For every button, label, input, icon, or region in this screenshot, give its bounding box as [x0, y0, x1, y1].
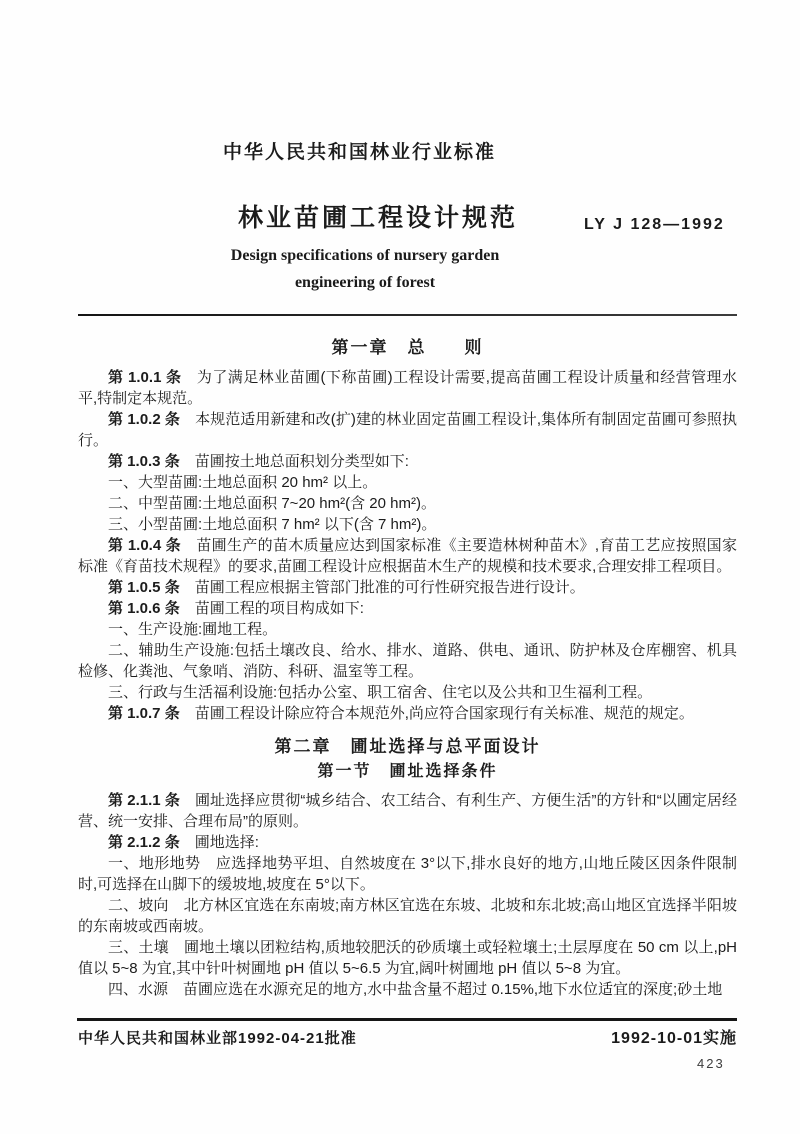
english-title-line1: Design specifications of nursery garden [230, 247, 500, 264]
site-item-slope-aspect [78, 895, 737, 937]
clause-label: 第 1.0.7 条 [108, 705, 180, 722]
clause-text: 一、地形地势 应选择地势平坦、自然坡度在 3°以下,排水良好的地方,山地丘陵区因条件限制时,可选择在山脚下的缓坡地,坡度在 5°以下。 [78, 855, 737, 893]
standard-label: 中华人民共和国林业行业标准 [223, 142, 497, 163]
clause-text: 二、中型苗圃:土地总面积 7~20 hm²(含 20 hm²)。 [108, 495, 436, 512]
standard-code: LY J 128—1992 [584, 216, 725, 233]
chapter-2-heading: 第二章 圃址选择与总平面设计 [274, 737, 541, 756]
project-item-auxiliary [78, 640, 737, 682]
implementation-text: 1992-10-01实施 [611, 1030, 737, 1047]
english-title-line2: engineering of forest [294, 274, 436, 291]
clause-text: 本规范适用新建和改(扩)建的林业固定苗圃工程设计,集体所有制固定苗圃可参照执行。 [78, 411, 737, 449]
clause-label: 第 1.0.2 条 [108, 411, 180, 428]
clause-text: 二、辅助生产设施:包括土壤改良、给水、排水、道路、供电、通讯、防护林及仓库棚窖、机具检修、化粪池、气象哨、消防、科研、温室等工程。 [78, 642, 737, 680]
clause-2-1-2 [78, 832, 737, 853]
clause-text: 三、行政与生活福利设施:包括办公室、职工宿舍、住宅以及公共和卫生福利工程。 [108, 684, 653, 701]
clause-1-0-2 [78, 409, 737, 451]
clause-text: 圃址选择应贯彻“城乡结合、农工结合、有利生产、方便生活”的方针和“以圃定居经营、统一安排、合理布局”的原则。 [78, 792, 737, 830]
type-item-small [78, 514, 737, 535]
clause-label: 第 1.0.4 条 [108, 537, 182, 554]
clause-1-0-4 [78, 535, 737, 577]
footer-divider [77, 1018, 737, 1021]
clause-text: 一、大型苗圃:土地总面积 20 hm² 以上。 [108, 474, 378, 491]
clause-label: 第 2.1.2 条 [108, 834, 180, 851]
clause-1-0-5 [78, 577, 737, 598]
clause-text: 苗圃工程的项目构成如下: [179, 600, 364, 617]
clause-text: 为了满足林业苗圃(下称苗圃)工程设计需要,提高苗圃工程设计质量和经营管理水平,特制定本规范。 [78, 369, 737, 407]
document-title: 林业苗圃工程设计规范 [238, 204, 519, 232]
type-item-large [78, 472, 737, 493]
site-item-terrain [78, 853, 737, 895]
site-item-soil [78, 937, 737, 979]
clause-label: 第 1.0.6 条 [108, 600, 180, 617]
header-divider [78, 314, 737, 316]
clause-1-0-3 [78, 451, 737, 472]
clause-label: 第 1.0.5 条 [108, 579, 180, 596]
clause-text: 四、水源 苗圃应选在水源充足的地方,水中盐含量不超过 0.15%,地下水位适宜的深度;砂土地 [108, 981, 723, 998]
approval-text: 中华人民共和国林业部1992-04-21批准 [78, 1030, 357, 1047]
page-number: 423 [697, 1056, 725, 1071]
section-2-1-heading: 第一节 圃址选择条件 [317, 763, 498, 780]
clause-1-0-7 [78, 703, 737, 724]
clause-text: 三、小型苗圃:土地总面积 7 hm² 以下(含 7 hm²)。 [108, 516, 437, 533]
clause-text: 苗圃按土地总面积划分类型如下: [179, 453, 409, 470]
clause-text: 二、坡向 北方林区宜选在东南坡;南方林区宜选在东坡、北坡和东北坡;高山地区宜选择半阳坡的东南坡或西南坡。 [78, 897, 737, 935]
clause-1-0-6 [78, 598, 737, 619]
project-item-administration [78, 682, 737, 703]
clause-text: 一、生产设施:圃地工程。 [108, 621, 278, 638]
clause-label: 第 1.0.3 条 [108, 453, 180, 470]
clause-1-0-1 [78, 367, 737, 409]
project-item-production [78, 619, 737, 640]
clause-label: 第 2.1.1 条 [108, 792, 180, 809]
chapter-1-heading: 第一章 总 则 [331, 338, 484, 357]
clause-text: 圃地选择: [179, 834, 259, 851]
clause-text: 苗圃工程设计除应符合本规范外,尚应符合国家现行有关标准、规范的规定。 [179, 705, 694, 722]
clause-text: 苗圃工程应根据主管部门批准的可行性研究报告进行设计。 [179, 579, 585, 596]
document-body [78, 336, 737, 1000]
english-title [150, 242, 580, 296]
clause-text: 苗圃生产的苗木质量应达到国家标准《主要造林树种苗木》,育苗工艺应按照国家标准《育苗技术规程》的要求,苗圃工程设计应根据苗木生产的规模和技术要求,合理安排工程项目。 [78, 537, 737, 575]
clause-2-1-1 [78, 790, 737, 832]
clause-text: 三、土壤 圃地土壤以团粒结构,质地较肥沃的砂质壤土或轻粒壤土;土层厚度在 50 cm 以上,pH 值以 5~8 为宜,其中针叶树圃地 pH 值以 5~6.5 为宜,阔叶树圃地 pH 值以 5~8 为宜。 [78, 939, 737, 977]
clause-label: 第 1.0.1 条 [108, 369, 182, 386]
site-item-water [78, 979, 737, 1000]
type-item-medium [78, 493, 737, 514]
